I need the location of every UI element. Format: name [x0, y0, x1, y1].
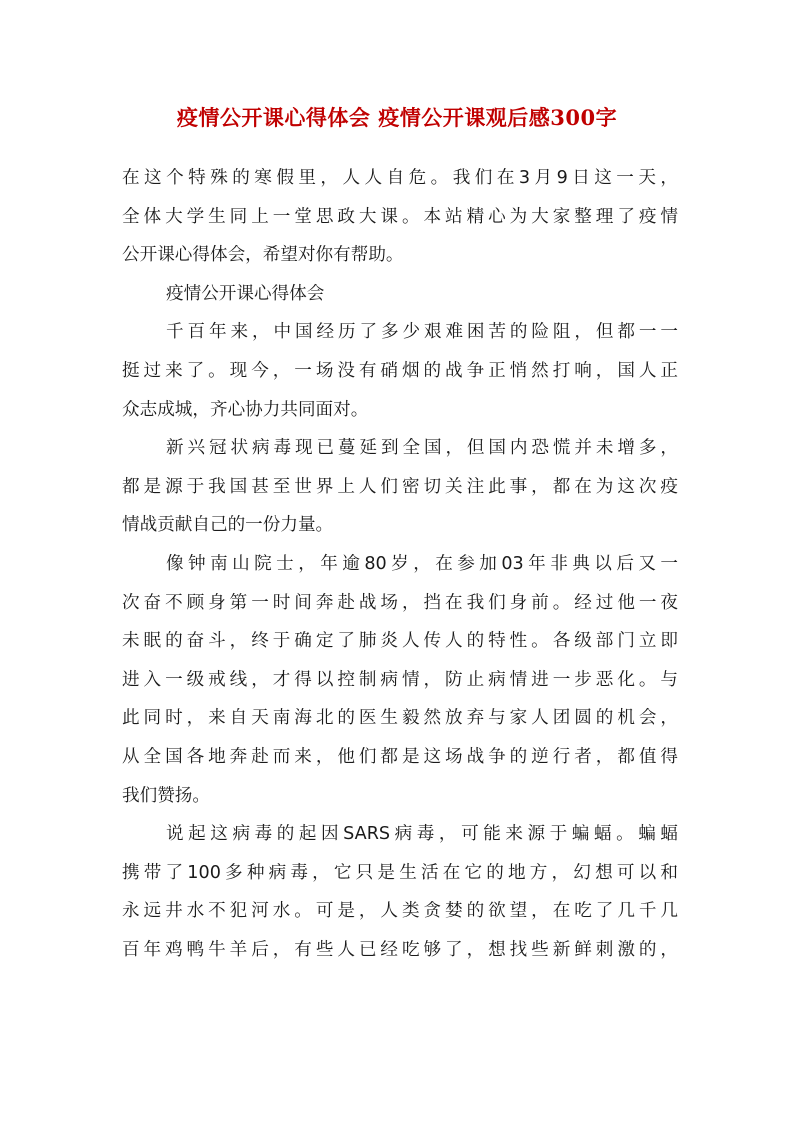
text-line: 我们赞扬。 [122, 785, 210, 806]
text-line: 情战贡献自己的一份力量。 [122, 515, 334, 536]
paragraph [122, 429, 678, 545]
text-line: 携带了100多种病毒，它只是生活在它的地方，幻想可以和 [122, 862, 678, 883]
text-line: 次奋不顾身第一时间奔赴战场，挡在我们身前。经过他一夜 [122, 592, 678, 613]
text-line: 公开课心得体会，希望对你有帮助。 [122, 245, 404, 266]
text-line: 进入一级戒线，才得以控制病情，防止病情进一步恶化。与 [122, 669, 678, 690]
paragraph [122, 313, 678, 429]
text-line: 从全国各地奔赴而来，他们都是这场战争的逆行者，都值得 [122, 746, 678, 767]
text-line: 众志成城，齐心协力共同面对。 [122, 399, 369, 420]
text-line: 全体大学生同上一堂思政大课。本站精心为大家整理了疫情 [122, 206, 678, 227]
text-line: 永远井水不犯河水。可是，人类贪婪的欲望，在吃了几千几 [122, 901, 678, 922]
document-title: 疫情公开课心得体会 疫情公开课观后感300字 [176, 105, 618, 130]
text-line: 新兴冠状病毒现已蔓延到全国，但国内恐慌并未增多， [166, 438, 678, 459]
paragraph [122, 545, 678, 815]
paragraph [122, 815, 678, 969]
paragraph [122, 275, 678, 314]
paragraph [122, 159, 678, 275]
text-line: 百年鸡鸭牛羊后，有些人已经吃够了，想找些新鲜刺激的， [122, 939, 678, 960]
text-line: 千百年来，中国经历了多少艰难困苦的险阻，但都一一 [166, 322, 678, 343]
text-line: 挺过来了。现今，一场没有硝烟的战争正悄然打响，国人正 [122, 360, 678, 381]
text-line: 未眠的奋斗，终于确定了肺炎人传人的特性。各级部门立即 [122, 631, 678, 652]
text-line: 都是源于我国甚至世界上人们密切关注此事，都在为这次疫 [122, 476, 678, 497]
document-body [122, 159, 678, 969]
section-heading: 疫情公开课心得体会 [166, 283, 325, 304]
text-line: 像钟南山院士，年逾80岁，在参加03年非典以后又一 [166, 553, 678, 574]
text-line: 在这个特殊的寒假里，人人自危。我们在3月9日这一天， [122, 168, 678, 188]
text-line: 说起这病毒的起因SARS病毒，可能来源于蝙蝠。蝙蝠 [166, 824, 678, 845]
text-line: 此同时，来自天南海北的医生毅然放弃与家人团圆的机会， [122, 708, 678, 729]
